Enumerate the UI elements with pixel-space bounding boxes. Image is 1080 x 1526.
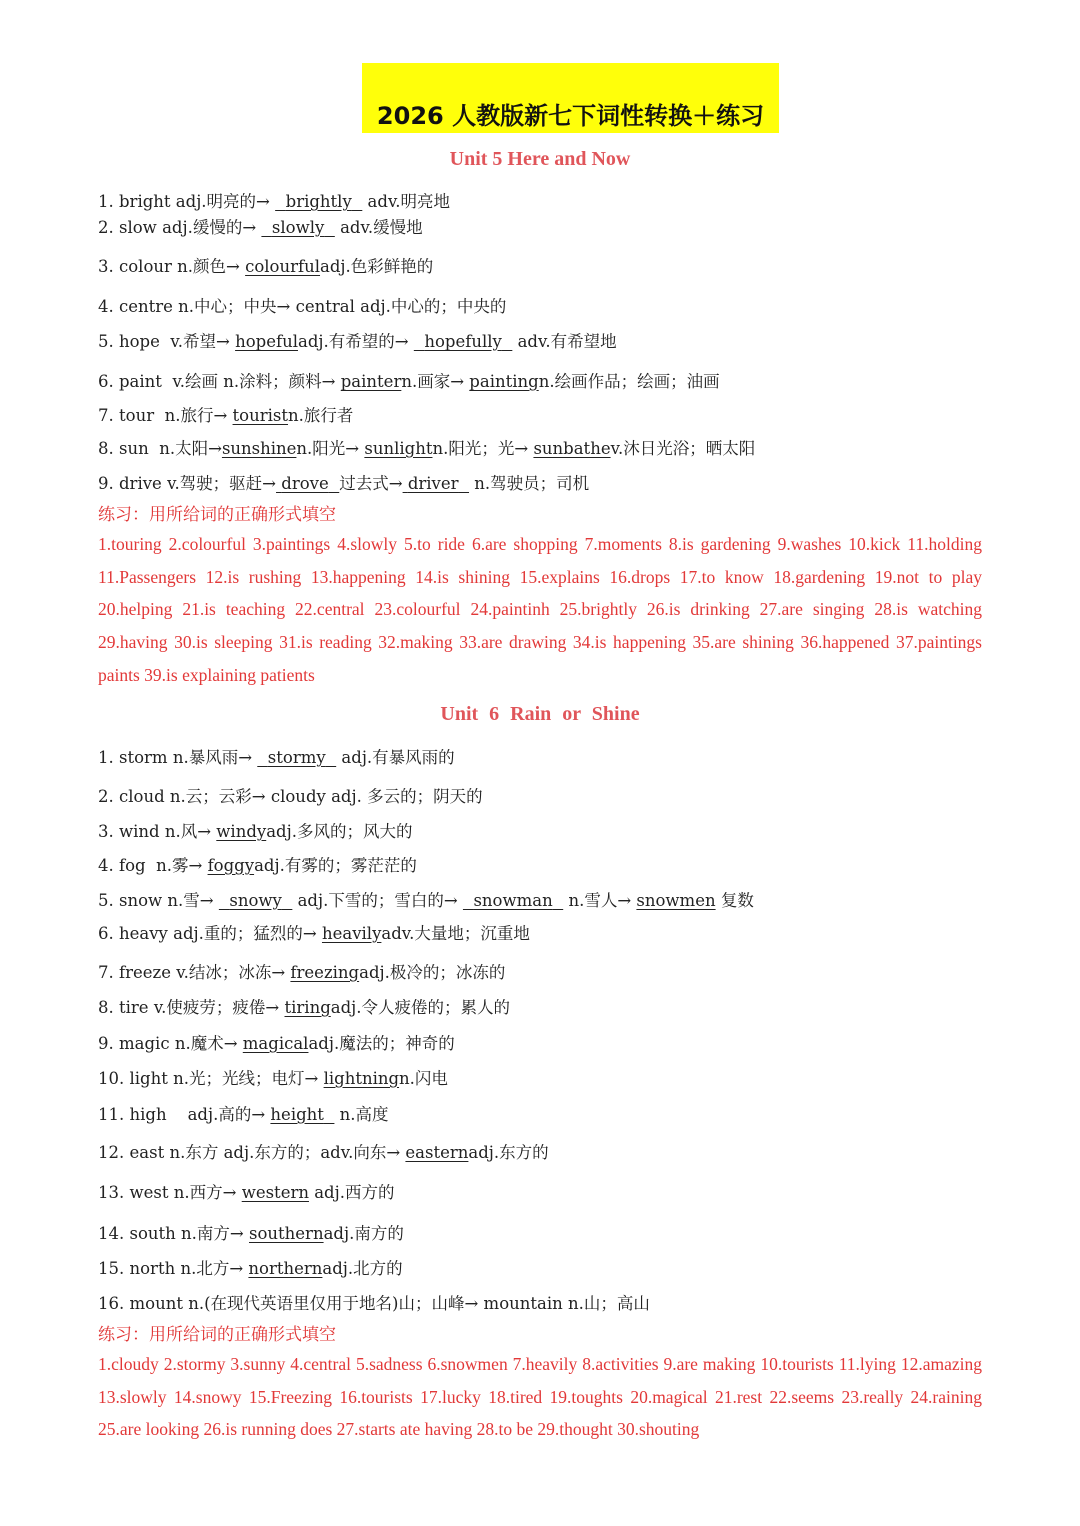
list-item: 8. tire v.使疲劳；疲倦→ tiringadj.令人疲倦的；累人的 xyxy=(98,998,511,1017)
list-item: 4. centre n.中心；中央→ central adj.中心的；中央的 xyxy=(98,297,507,316)
unit5-heading: Unit 5 Here and Now xyxy=(449,148,631,170)
exercise-heading: 练习：用所给词的正确形式填空 xyxy=(98,1325,336,1345)
list-item: 1. storm n.暴风雨→ stormy adj.有暴风雨的 xyxy=(98,748,455,767)
list-item: 15. north n.北方→ northernadj.北方的 xyxy=(98,1259,403,1278)
list-item: 16. mount n.(在现代英语里仅用于地名)山；山峰→ mountain n.山；高山 xyxy=(98,1294,650,1313)
list-item: 14. south n.南方→ southernadj.南方的 xyxy=(98,1224,404,1243)
answer-key: 1.touring 2.colourful 3.paintings 4.slowly 5.to ride 6.are shopping 7.moments 8.is gardening 9.washes 10.kick 11.holding 11.Passengers 12.is rushing 13.happening 14.is shining 15.explains 16.drops 17.to know 18.gardening 19.not to play 20.helping 21.is teaching 22.central 23.colourful 24.paintinh 25.brightly 26.is drinking 27.are singing 28.is watching 29.having 30.is sleeping 31.is reading 32.making 33.are drawing 34.is happening 35.are shining 36.happened 37.paintings paints 39.is explaining patients xyxy=(98,534,982,685)
list-item: 9. magic n.魔术→ magicaladj.魔法的；神奇的 xyxy=(98,1034,455,1053)
document-title: 2026 人教版新七下词性转换＋练习 xyxy=(362,63,779,133)
list-item: 9. drive v.驾驶；驱赶→ drove 过去式→ driver n.驾驶员；司机 xyxy=(98,474,590,493)
list-item: 6. heavy adj.重的；猛烈的→ heavilyadv.大量地；沉重地 xyxy=(98,924,530,943)
list-item: 10. light n.光；光线；电灯→ lightningn.闪电 xyxy=(98,1069,448,1088)
list-item: 5. snow n.雪→ snowy adj.下雪的；雪白的→ snowman n.雪人→ snowmen 复数 xyxy=(98,891,754,910)
list-item: 13. west n.西方→ western adj.西方的 xyxy=(98,1183,395,1202)
list-item: 1. bright adj.明亮的→ brightly adv.明亮地 xyxy=(98,192,451,211)
unit6-heading: Unit 6 Rain or Shine xyxy=(440,703,640,725)
answer-key: 1.cloudy 2.stormy 3.sunny 4.central 5.sadness 6.snowmen 7.heavily 8.activities 9.are making 10.tourists 11.lying 12.amazing 13.slowly 14.snowy 15.Freezing 16.tourists 17.lucky 18.tired 19.toughts 20.magical 21.rest 22.seems 23.really 24.raining 25.are looking 26.is running does 27.starts ate having 28.to be 29.thought 30.shouting xyxy=(98,1354,982,1440)
list-item: 12. east n.东方 adj.东方的；adv.向东→ easternadj.东方的 xyxy=(98,1143,549,1162)
list-item: 7. tour n.旅行→ touristn.旅行者 xyxy=(98,406,354,425)
exercise-heading: 练习：用所给词的正确形式填空 xyxy=(98,505,336,525)
list-item: 2. cloud n.云；云彩→ cloudy adj. 多云的；阴天的 xyxy=(98,787,483,806)
list-item: 6. paint v.绘画 n.涂料；颜料→ paintern.画家→ paintingn.绘画作品；绘画；油画 xyxy=(98,372,720,391)
list-item: 7. freeze v.结冰；冰冻→ freezingadj.极冷的；冰冻的 xyxy=(98,963,506,982)
list-item: 2. slow adj.缓慢的→ slowly adv.缓慢地 xyxy=(98,218,423,237)
list-item: 8. sun n.太阳→sunshinen.阳光→ sunlightn.阳光；光→ sunbathev.沐日光浴；晒太阳 xyxy=(98,439,756,458)
list-item: 4. fog n.雾→ foggyadj.有雾的；雾茫茫的 xyxy=(98,856,417,875)
list-item: 11. high adj.高的→ height n.高度 xyxy=(98,1105,389,1124)
list-item: 5. hope v.希望→ hopefuladj.有希望的→ hopefully adv.有希望地 xyxy=(98,332,617,351)
list-item: 3. colour n.颜色→ colourfuladj.色彩鲜艳的 xyxy=(98,257,434,276)
list-item: 3. wind n.风→ windyadj.多风的；风大的 xyxy=(98,822,413,841)
